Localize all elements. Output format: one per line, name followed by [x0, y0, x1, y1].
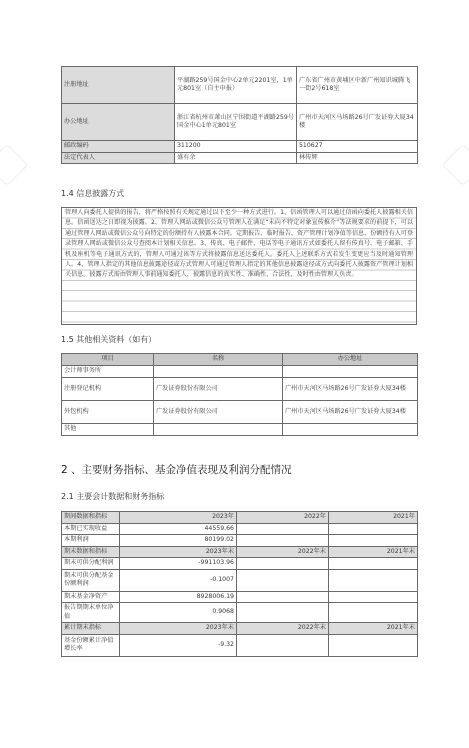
row-label: 基金份额累计净值增长率 [62, 634, 120, 656]
column-header: 名称 [154, 354, 283, 366]
column-header: 项目 [62, 354, 154, 366]
address-cell [283, 424, 418, 436]
value-2021 [329, 558, 418, 570]
value-2022 [237, 634, 329, 656]
row-label: 本期已实现收益 [62, 523, 120, 535]
row-label: 办公地址 [62, 104, 175, 141]
column-header: 办公地址 [283, 354, 418, 366]
row-label: 本期利润 [62, 535, 120, 547]
company-a-cell: 311200 [175, 141, 297, 153]
value-2023: 80199.02 [120, 535, 237, 547]
row-label: 注册地址 [62, 67, 175, 104]
value-2023: 44559.66 [120, 523, 237, 535]
company-a-cell: 平湖路259号国金中心2单元2201室，1单元801室（自主申报） [175, 67, 297, 104]
table-row [62, 67, 418, 104]
company-b-cell: 广州市天河区马场路26号广发证券大厦34楼 [297, 104, 418, 141]
company-b-cell: 林传辉 [297, 152, 418, 164]
value-2021 [329, 535, 418, 547]
table-row [62, 366, 418, 378]
value-2022 [237, 535, 329, 547]
chapter-heading: 2 、主要财务指标、基金净值表现及利润分配情况 [61, 464, 292, 476]
table-row [62, 558, 418, 570]
address-cell [283, 366, 418, 378]
table-row [62, 523, 418, 535]
row-label: 报告期期末单位净值 [62, 603, 120, 623]
company-b-cell: 广东省广州市黄埔区中新广州知识城腾飞一街2号618室 [297, 67, 418, 104]
row-label: 期末可供分配利润 [62, 558, 120, 570]
row-label: 期末可供分配基金份额利润 [62, 569, 120, 591]
name-cell: 广发证券股份有限公司 [154, 378, 283, 401]
value-2022 [237, 591, 329, 603]
value-2021: 2021年 [329, 512, 418, 524]
table-row [62, 512, 418, 524]
value-2021 [329, 634, 418, 656]
value-2023: 8928006.19 [120, 591, 237, 603]
table-header-row [62, 354, 418, 366]
section-heading: 1.5 其他相关资料（如有） [61, 335, 157, 344]
value-2023: -0.1007 [120, 569, 237, 591]
table-row [62, 546, 418, 558]
address-cell: 广州市天河区马场路26号广发证券大厦34楼 [283, 401, 418, 424]
row-label: 邮政编码 [62, 141, 175, 153]
table-row [62, 535, 418, 547]
company-a-cell: 盛有余 [175, 152, 297, 164]
table-row [62, 591, 418, 603]
value-2021: 2021年末 [329, 623, 418, 635]
name-cell: 广发证券股份有限公司 [154, 401, 283, 424]
value-2021 [329, 603, 418, 623]
table-row [62, 603, 418, 623]
table-row [62, 569, 418, 591]
financial-indicators-table [61, 511, 418, 657]
name-cell [154, 366, 283, 378]
value-2023: 2023年 [120, 512, 237, 524]
contact-table [61, 66, 418, 164]
row-label: 期末数据和指标 [62, 546, 120, 558]
row-label: 累计期末指标 [62, 623, 120, 635]
value-2021: 2021年末 [329, 546, 418, 558]
name-cell [154, 424, 283, 436]
value-2021 [329, 523, 418, 535]
value-2023: -991103.96 [120, 558, 237, 570]
watermark-mark [442, 144, 469, 186]
value-2023: 2023年末 [120, 623, 237, 635]
table-row [62, 424, 418, 436]
value-2023: 2023年末 [120, 546, 237, 558]
company-a-cell: 浙江省杭州市萧山区宁围街道平湖路259号国金中心1单元801室 [175, 104, 297, 141]
row-label: 法定代表人 [62, 152, 175, 164]
item-cell: 其他 [62, 424, 154, 436]
disclosure-paragraph: 管理人向委托人提供的报告，将严格按照有关规定通过以下至少一种方式进行。1、信函管理人可以通过信函向委托人披露相关信息。信函送达之日即视为披露。2、管理人网站或微信公众号管理人在满足“未向不特定对象宣传推介”等法规要求的前提下，可以通过管理人网站或微信公众号向特定的份额持有人披露本合同。定期报告、临时报告、资产管理计划净值等信息，份额持有人可登录管理人网站或微信公众号查阅本计划相关信息。3、传真、电子邮件、电话等电子通讯方式如委托人留有传真号、电子邮箱、手机及座机等电子通讯方式的，管理人可通过该等方式将披露信息送达委托人。委托人上述联系方式若发生变更应当及时通知管理人。4、管理人指定的其他信息披露途径或方式管理人可通过管理人指定的其他信息披露途径或方式向委托人披露资产管理计划相关信息。披露方式需由管理人事前通知委托人，披露信息的真实性、准确性、合法性、及时性由管理人负责。 [61, 207, 417, 325]
address-cell: 广州市天河区马场路26号广发证券大厦34楼 [283, 378, 418, 401]
value-2021 [329, 591, 418, 603]
section-heading: 1.4 信息披露方式 [61, 189, 125, 198]
section-heading: 2.1 主要会计数据和财务指标 [61, 492, 165, 501]
value-2023: 0.9068 [120, 603, 237, 623]
table-row [62, 104, 418, 141]
row-label: 期间数据和指标 [62, 512, 120, 524]
value-2022 [237, 569, 329, 591]
item-cell: 会计师事务所 [62, 366, 154, 378]
watermark-mark [0, 144, 28, 186]
table-row [62, 401, 418, 424]
value-2023: -9.32 [120, 634, 237, 656]
value-2022: 2022年末 [237, 546, 329, 558]
table-row [62, 623, 418, 635]
item-cell: 注册登记机构 [62, 378, 154, 401]
table-row [62, 152, 418, 164]
value-2022 [237, 603, 329, 623]
value-2022: 2022年末 [237, 623, 329, 635]
value-2021 [329, 569, 418, 591]
table-row [62, 634, 418, 656]
value-2022: 2022年 [237, 512, 329, 524]
related-info-table [61, 353, 418, 436]
value-2022 [237, 523, 329, 535]
company-b-cell: 510627 [297, 141, 418, 153]
value-2022 [237, 558, 329, 570]
table-row [62, 378, 418, 401]
item-cell: 外包机构 [62, 401, 154, 424]
table-row [62, 141, 418, 153]
row-label: 期末基金净资产 [62, 591, 120, 603]
